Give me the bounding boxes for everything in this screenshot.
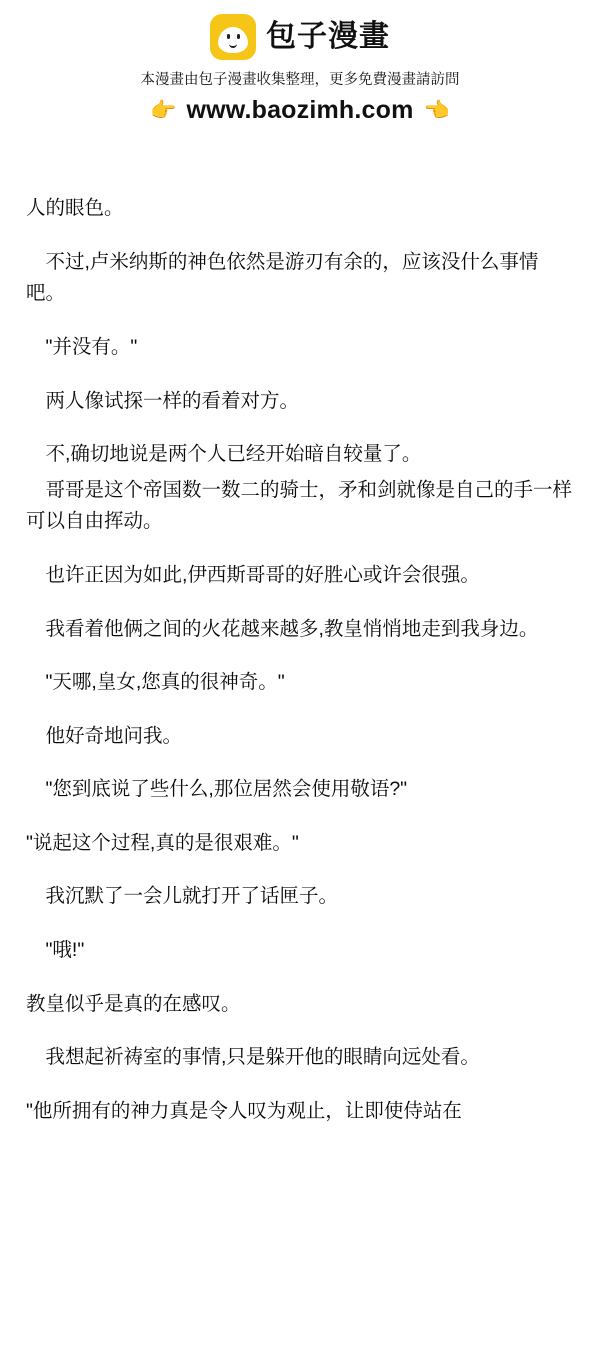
- baozi-bun-icon: [210, 14, 256, 60]
- story-paragraph: 我看着他俩之间的火花越来越多,教皇悄悄地走到我身边。: [45, 617, 539, 640]
- story-paragraph: 教皇似乎是真的在感叹。: [26, 992, 241, 1015]
- story-paragraph: 人的眼色。: [26, 197, 124, 220]
- story-paragraph: "哦!": [45, 938, 85, 961]
- pointing-right-icon: 👉: [150, 99, 177, 123]
- brand-row: [0, 14, 600, 60]
- bun-body-shape: [218, 27, 248, 53]
- story-paragraph: "您到底说了些什么,那位居然会使用敬语?": [45, 778, 408, 801]
- story-paragraph: "天哪,皇女,您真的很神奇。": [45, 671, 285, 694]
- story-paragraph: "他所拥有的神力真是令人叹为观止，让即使侍站在: [26, 1099, 462, 1122]
- story-text-body: [0, 193, 600, 1127]
- story-paragraph: 两人像试探一样的看着对方。: [45, 389, 300, 412]
- pointing-left-icon: 👈: [423, 99, 450, 123]
- site-url[interactable]: www.baozimh.com: [186, 96, 414, 125]
- story-paragraph: 他好奇地问我。: [45, 724, 183, 747]
- story-paragraph: 我想起祈祷室的事情,只是躲开他的眼睛向远处看。: [45, 1046, 480, 1069]
- promo-line: 本漫畫由包子漫畫收集整理，更多免費漫畫請訪問: [140, 72, 460, 88]
- story-paragraph: "说起这个过程,真的是很艰难。": [26, 831, 299, 854]
- story-paragraph: 不过,卢米纳斯的神色依然是游刃有余的，应该没什么事情吧。: [26, 250, 539, 305]
- bun-eye-left-icon: [227, 34, 230, 39]
- story-paragraph: 不,确切地说是两个人已经开始暗自较量了。: [45, 443, 422, 466]
- site-url-row: [0, 96, 600, 125]
- story-paragraph: 也许正因为如此,伊西斯哥哥的好胜心或许会很强。: [45, 563, 480, 586]
- site-header: [0, 0, 600, 125]
- story-paragraph: "并没有。": [45, 336, 138, 359]
- bun-eye-right-icon: [237, 34, 240, 39]
- brand-name: 包子漫畫: [266, 20, 390, 53]
- story-paragraph: 我沉默了一会儿就打开了话匣子。: [45, 885, 339, 908]
- story-paragraph: 哥哥是这个帝国数一数二的骑士，矛和剑就像是自己的手一样可以自由挥动。: [26, 478, 573, 533]
